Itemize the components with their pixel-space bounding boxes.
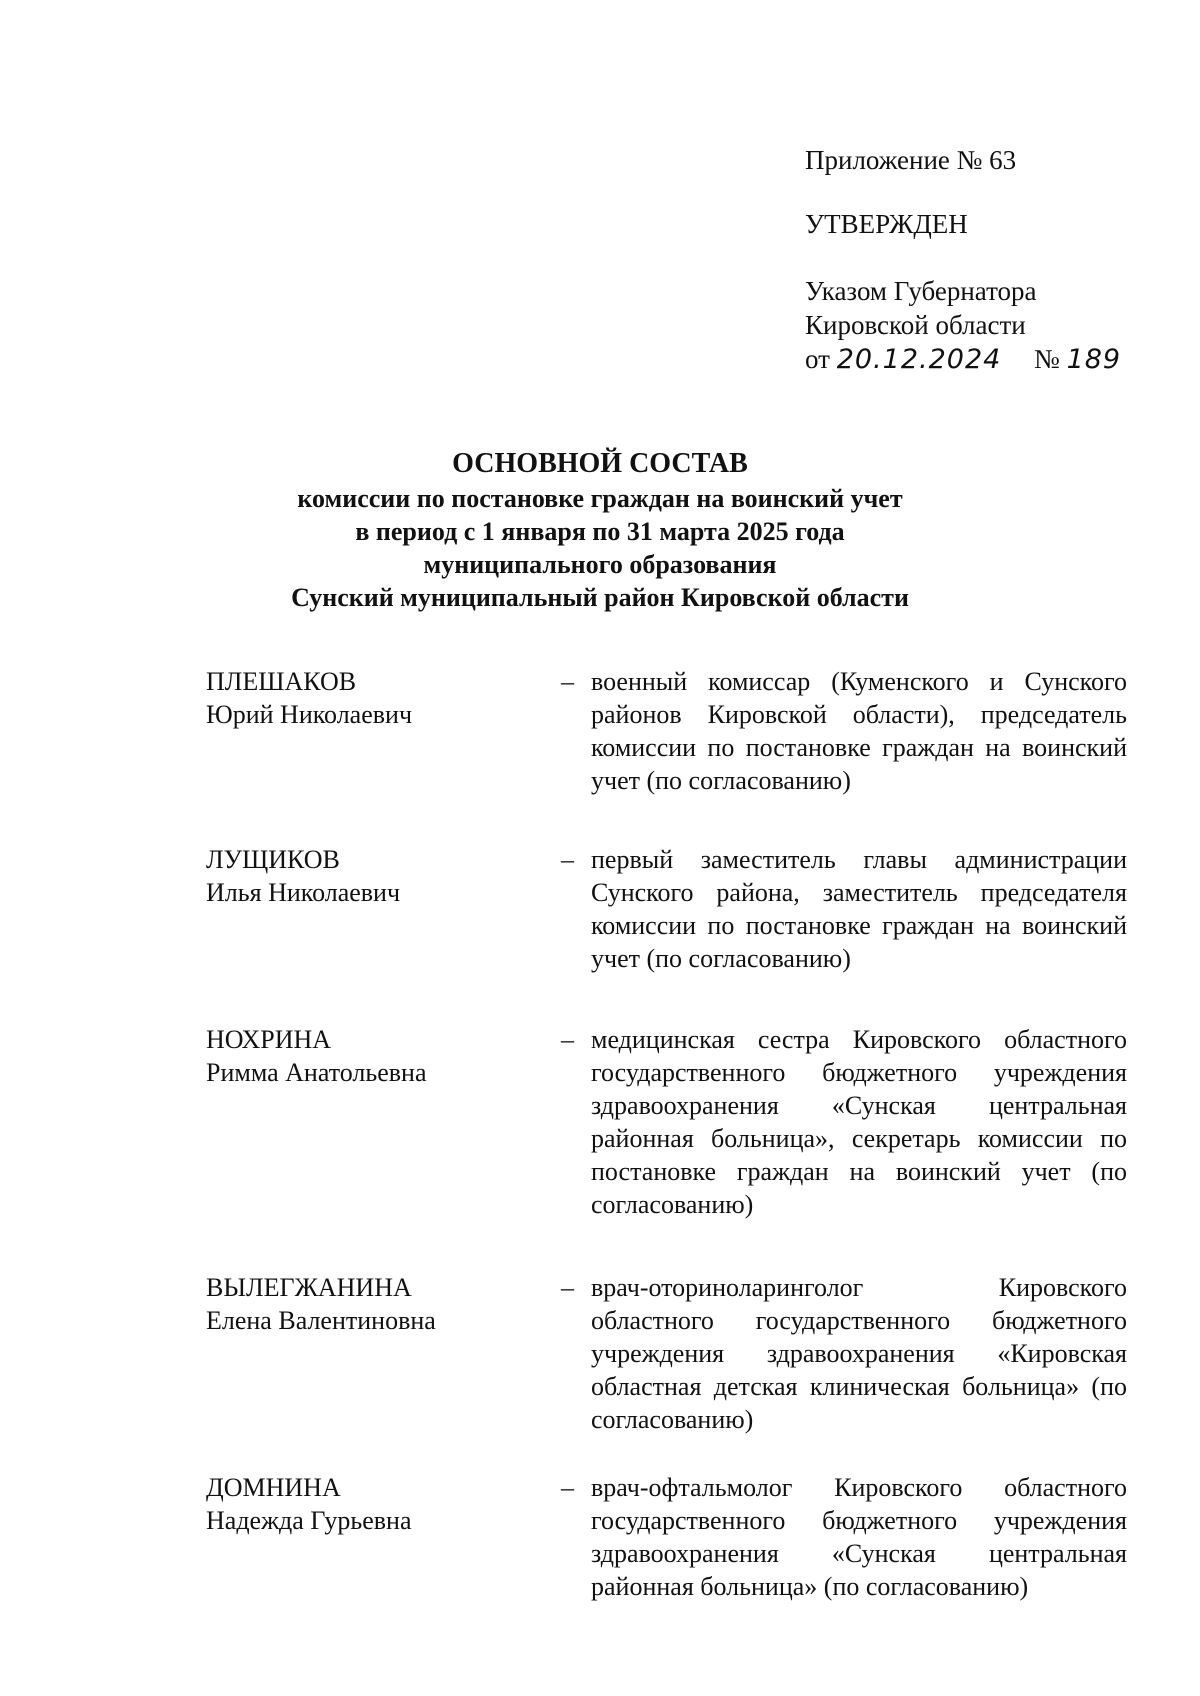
member-given-name: Елена Валентиновна	[206, 1306, 436, 1335]
member-dash: –	[561, 1025, 574, 1054]
member-entry	[206, 665, 1126, 843]
member-entry	[206, 843, 1126, 1023]
decree-line-2: Кировской области	[805, 310, 1026, 340]
approved-label: УТВЕРЖДЕН	[805, 209, 968, 239]
member-role: первый заместитель главы администрации Сунского района, заместитель председателя комиссии по постановке граждан на воинский учет (по согласованию)	[591, 845, 1127, 973]
member-surname: НОХРИНА	[206, 1025, 332, 1054]
approval-block	[805, 143, 1121, 377]
heading-line-2: в период с 1 января по 31 марта 2025 года	[355, 517, 845, 546]
member-role: врач-офтальмолог Кировского областного государственного бюджетного учреждения здравоохранения «Сунская центральная районная больница» (по согласованию)	[591, 1473, 1127, 1601]
member-dash: –	[561, 1473, 574, 1502]
member-name	[206, 1471, 412, 1537]
heading-line-4: Сунский муниципальный район Кировской области	[291, 583, 909, 612]
member-entry	[206, 1271, 1126, 1471]
member-role: врач-оториноларинголог Кировского областного государственного бюджетного учреждения здравоохранения «Кировская областная детская клиническая больница» (по согласованию)	[591, 1273, 1127, 1434]
member-name	[206, 1271, 436, 1337]
handwritten-date: 20.12.2024	[836, 344, 1002, 375]
member-surname: ПЛЕШАКОВ	[206, 667, 357, 696]
member-surname: ДОМНИНА	[206, 1473, 341, 1502]
heading-line-1: комиссии по постановке граждан на воинский учет	[297, 484, 903, 513]
appendix-number: Приложение № 63	[805, 145, 1017, 175]
member-entry	[206, 1023, 1126, 1271]
member-role: медицинская сестра Кировского областного государственного бюджетного учреждения здравоохранения «Сунская центральная районная больница», секретарь комиссии по постановке граждан на воинский учет (по согласованию)	[591, 1025, 1127, 1219]
document-heading	[0, 446, 1200, 614]
member-given-name: Юрий Николаевич	[206, 700, 413, 729]
date-prefix: от	[805, 344, 830, 374]
number-prefix: №	[1034, 344, 1060, 374]
decree-date-line	[805, 342, 1121, 377]
member-surname: ЛУЩИКОВ	[206, 845, 340, 874]
member-name	[206, 665, 412, 731]
member-entry	[206, 1471, 1126, 1603]
member-role: военный комиссар (Куменского и Сунского районов Кировской области), председатель комиссии по постановке граждан на воинский учет (по согласованию)	[591, 667, 1127, 795]
member-name	[206, 843, 400, 909]
member-dash: –	[561, 667, 574, 696]
member-given-name: Илья Николаевич	[206, 878, 401, 907]
heading-title: ОСНОВНОЙ СОСТАВ	[452, 448, 748, 479]
member-surname: ВЫЛЕГЖАНИНА	[206, 1273, 412, 1302]
heading-line-3: муниципального образования	[423, 550, 777, 579]
member-dash: –	[561, 845, 574, 874]
member-given-name: Надежда Гурьевна	[206, 1506, 412, 1535]
member-given-name: Римма Анатольевна	[206, 1058, 427, 1087]
member-dash: –	[561, 1273, 574, 1302]
handwritten-number: 189	[1066, 344, 1122, 375]
member-name	[206, 1023, 426, 1089]
decree-line-1: Указом Губернатора	[805, 276, 1037, 306]
members-list	[206, 665, 1126, 1603]
